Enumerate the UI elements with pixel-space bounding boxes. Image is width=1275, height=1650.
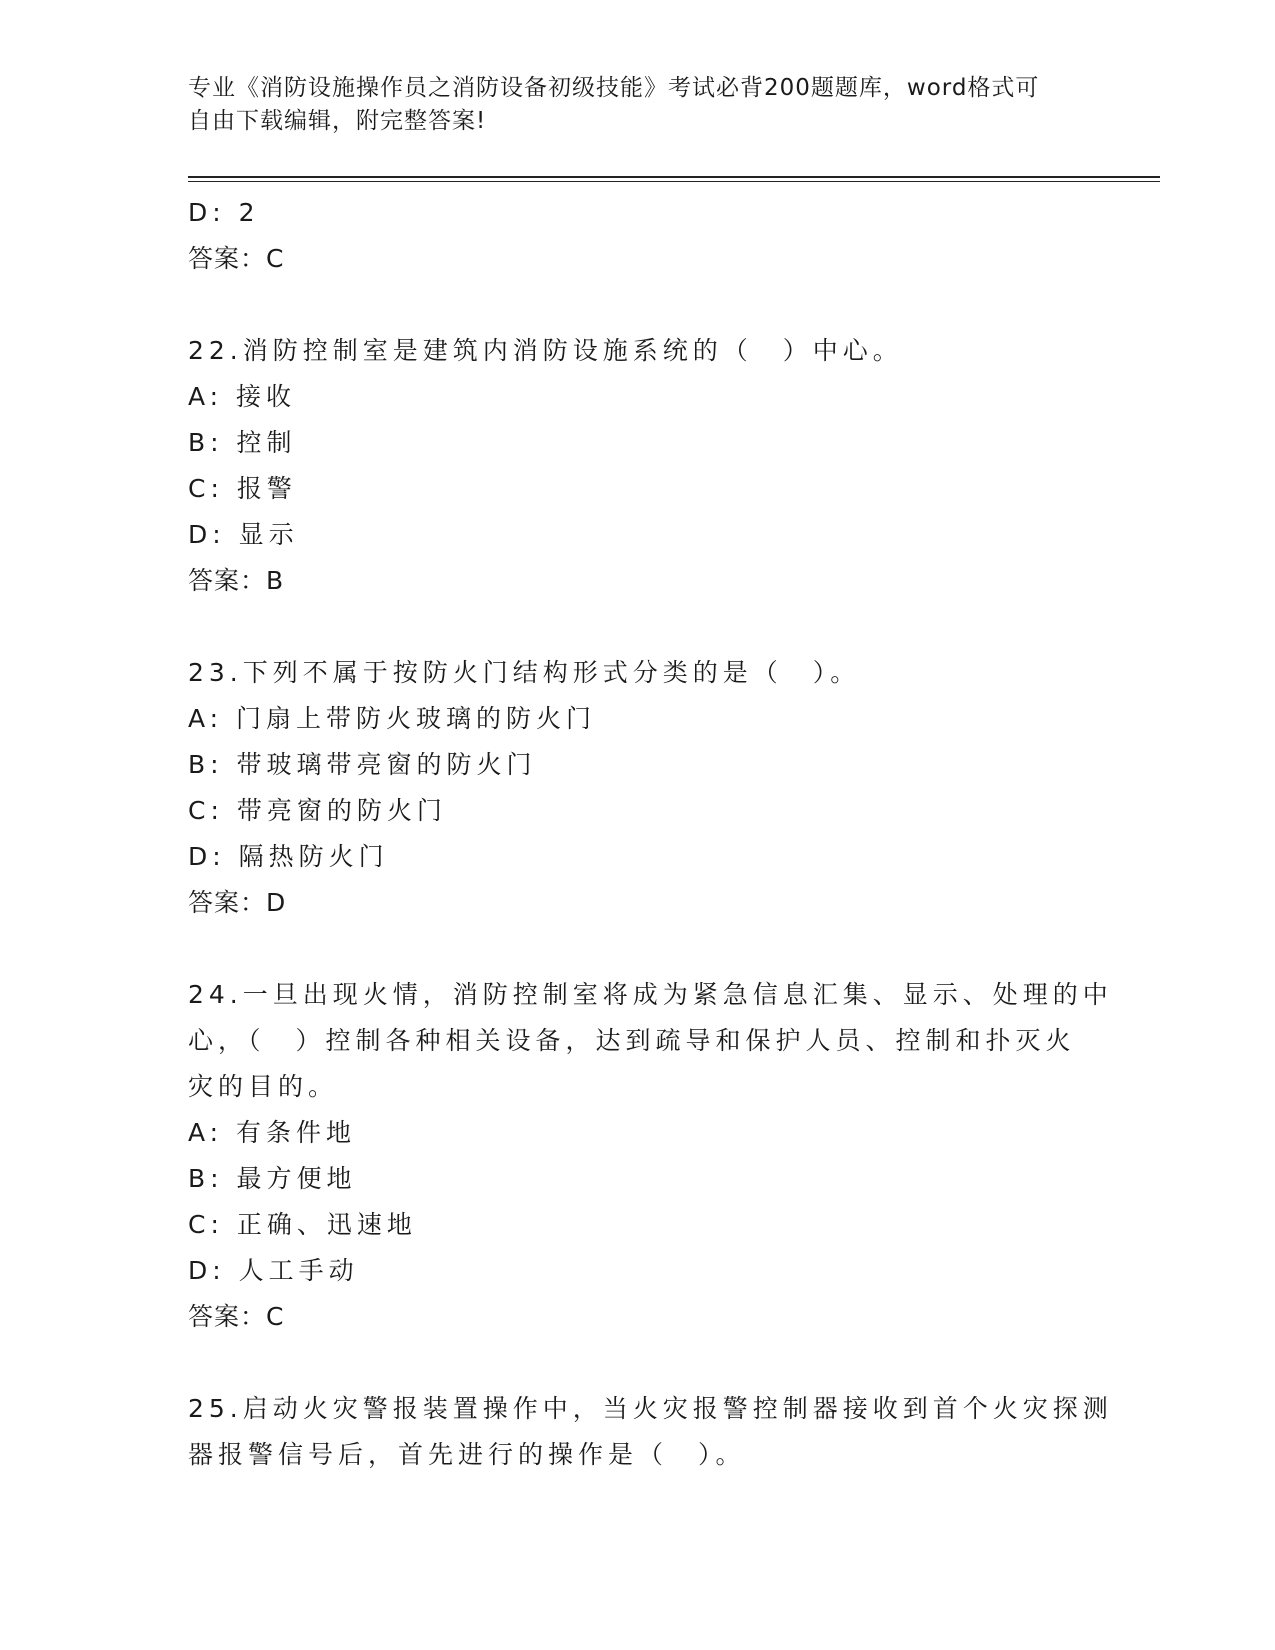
carry-answer: 答案：C [188,244,285,273]
option-b: B: 最方便地 [188,1164,357,1193]
option-d: D: 人工手动 [188,1256,359,1285]
spacer [188,604,1088,650]
question-text: 22.消防控制室是建筑内消防设施系统的（ ）中心。 [188,336,903,365]
document-header [188,72,1088,138]
question-text-line-1: 25.启动火灾警报装置操作中，当火灾报警控制器接收到首个火灾探测 [188,1394,1113,1423]
header-title-line-2: 自由下载编辑，附完整答案! [188,108,487,134]
option-a: A: 门扇上带防火玻璃的防火门 [188,704,597,733]
question-text-line-2: 器报警信号后，首先进行的操作是（ ）。 [188,1440,746,1469]
answer: 答案：D [188,888,287,917]
question-23 [188,650,1088,926]
header-title-line-1: 专业《消防设施操作员之消防设备初级技能》考试必背200题题库，word格式可 [188,75,1040,101]
option-a: A: 接收 [188,382,297,411]
question-text-line-2: 心，（ ）控制各种相关设备，达到疏导和保护人员、控制和扑灭火 [188,1026,1076,1055]
question-list [188,190,1113,1478]
spacer [188,282,1088,328]
option-d: D: 隔热防火门 [188,842,389,871]
spacer [188,1340,1088,1386]
question-text: 23.下列不属于按防火门结构形式分类的是（ ）。 [188,658,861,687]
question-text-line-1: 24.一旦出现火情，消防控制室将成为紧急信息汇集、显示、处理的中 [188,980,1113,1009]
spacer [188,926,1088,972]
answer: 答案：C [188,1302,285,1331]
option-a: A: 有条件地 [188,1118,357,1147]
question-25 [188,1386,1113,1478]
option-c: C: 正确、迅速地 [188,1210,417,1239]
option-c: C: 带亮窗的防火门 [188,796,447,825]
header-divider-thin [188,181,1160,182]
question-22 [188,328,1088,604]
option-b: B: 带玻璃带亮窗的防火门 [188,750,537,779]
header-divider-thick [188,176,1160,178]
carry-option-d: D: 2 [188,198,260,227]
option-c: C: 报警 [188,474,297,503]
question-24 [188,972,1113,1340]
question-text-line-3: 灾的目的。 [188,1072,339,1101]
option-d: D: 显示 [188,520,299,549]
option-b: B: 控制 [188,428,297,457]
answer: 答案：B [188,566,285,595]
